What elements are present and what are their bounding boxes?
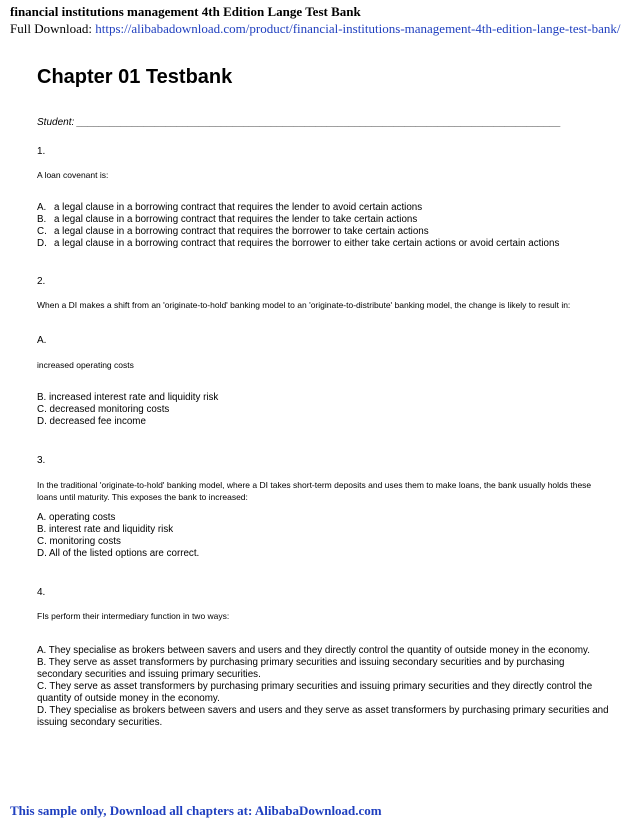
answer-option: C. monitoring costs xyxy=(37,536,121,547)
full-download-line xyxy=(10,21,621,37)
answer-options xyxy=(37,645,612,729)
document-header-title: financial institutions management 4th Edition Lange Test Bank xyxy=(10,4,361,19)
question-number: 1. xyxy=(37,146,46,157)
answer-option: C. a legal clause in a borrowing contract that requires the borrower to take certain actions xyxy=(37,226,429,237)
question-stem: A loan covenant is: xyxy=(37,170,109,180)
full-download-label: Full Download: xyxy=(10,21,96,36)
answer-option: D. They specialise as brokers between savers and users and they serve as asset transformers by purchasing primary securities and issuing secondary securities. xyxy=(37,705,609,728)
question-stem: FIs perform their intermediary function in two ways: xyxy=(37,611,230,621)
answer-option: A. a legal clause in a borrowing contract that requires the lender to avoid certain actions xyxy=(37,202,423,213)
question-stem: In the traditional 'originate-to-hold' banking model, where a DI takes short-term deposits and uses them to make loans, the bank usually holds these loans until maturity. This exposes the bank to increased: xyxy=(37,480,592,502)
footer-download-notice[interactable]: This sample only, Download all chapters at: AlibabaDownload.com xyxy=(10,803,382,818)
answer-option: D. a legal clause in a borrowing contract that requires the borrower to either take certain actions or avoid certain actions xyxy=(37,238,560,249)
student-name-line: Student: _______________________________________________________________________________________ xyxy=(37,117,561,128)
download-link[interactable]: https://alibabadownload.com/product/financial-institutions-management-4th-edition-lange-test-bank/ xyxy=(95,21,621,36)
answer-option: A. They specialise as brokers between savers and users and they directly control the quantity of outside money in the economy. xyxy=(37,645,590,656)
answer-option: B. a legal clause in a borrowing contract that requires the lender to take certain actions xyxy=(37,214,418,225)
answer-option: C. They serve as asset transformers by purchasing primary securities and issuing primary securities and they directly control the quantity of outside money in the economy. xyxy=(37,681,593,704)
question-stem: When a DI makes a shift from an 'originate-to-hold' banking model to an 'originate-to-distribute' banking model, the change is likely to result in: xyxy=(37,300,571,310)
answer-option: B. increased interest rate and liquidity risk xyxy=(37,392,219,403)
answer-option: B. interest rate and liquidity risk xyxy=(37,524,174,535)
question-number: 2. xyxy=(37,276,46,287)
question-number: 4. xyxy=(37,587,46,598)
answer-option: D. decreased fee income xyxy=(37,416,146,427)
answer-option: C. decreased monitoring costs xyxy=(37,404,170,415)
answer-option: D. All of the listed options are correct. xyxy=(37,548,200,559)
question-number: 3. xyxy=(37,455,46,466)
answer-option-text: increased operating costs xyxy=(37,360,134,370)
chapter-title: Chapter 01 Testbank xyxy=(37,66,233,88)
answer-options xyxy=(37,512,612,560)
answer-options xyxy=(37,202,612,250)
answer-options xyxy=(37,392,612,428)
answer-option: A. operating costs xyxy=(37,512,116,523)
answer-option: B. They serve as asset transformers by purchasing primary securities and issuing secondary securities and by purchasing secondary securities and issuing primary securities. xyxy=(37,657,565,680)
answer-option-letter: A. xyxy=(37,335,47,346)
